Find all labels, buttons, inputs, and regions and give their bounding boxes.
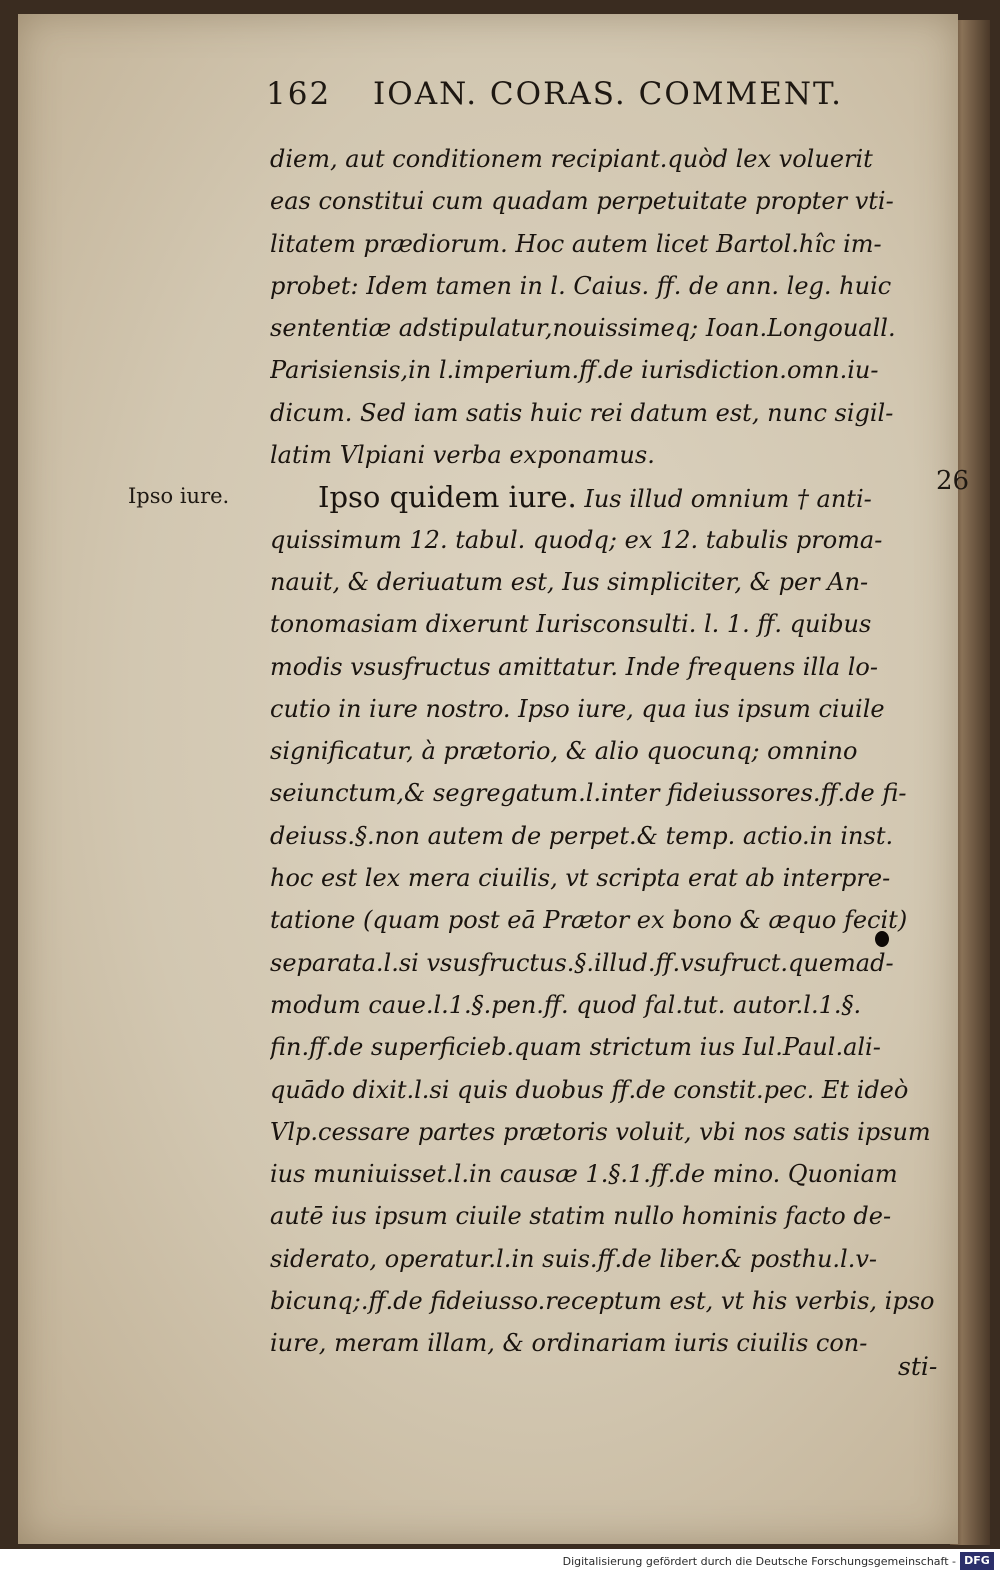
text-line: dicum. Sed iam satis huic rei datum est, nunc sigil- (270, 398, 894, 427)
text-line: bicunq;.ff.de fideiusso.receptum est, vt his verbis, ipso (270, 1287, 935, 1316)
text-line: quissimum 12. tabul. quodq; ex 12. tabulis proma- (270, 525, 883, 554)
text-line: diem, aut conditionem recipiant.quòd lex voluerit (270, 145, 873, 173)
text-line: tatione (quam post eā Prætor ex bono & æquo fecit) (270, 906, 908, 935)
page-number: 162 (266, 76, 332, 112)
book-page (18, 14, 970, 1544)
paragraph-first-line (270, 476, 960, 518)
text-line: tonomasiam dixerunt Iurisconsulti. l. 1. ff. quibus (270, 610, 872, 639)
text-line: deiuss.§.non autem de perpet.& temp. actio.in inst. (270, 821, 894, 850)
margin-note: Ipso iure. (128, 484, 230, 508)
margin-line-number: 26 (936, 466, 970, 496)
text-line: fin.ff.de superficieb.quam strictum ius Iul.Paul.ali- (270, 1033, 881, 1062)
text-line: separata.l.si vsusfructus.§.illud.ff.vsufruct.quemad- (270, 948, 894, 977)
text-line: sententiæ adstipulatur,nouissimeq; Ioan.Longouall. (270, 314, 896, 343)
text-line: iure, meram illam, & ordinariam iuris ciuilis con- (270, 1329, 868, 1358)
text-line: siderato, operatur.l.in suis.ff.de liber.& posthu.l.v- (270, 1244, 878, 1273)
text-line-rest: Ius illud omnium † anti- (576, 485, 872, 514)
running-head-title: IOAN. CORAS. COMMENT. (373, 76, 843, 112)
text-line: cutio in iure nostro. Ipso iure, qua ius ipsum ciuile (270, 694, 885, 723)
text-line: modum caue.l.1.§.pen.ff. quod fal.tut. autor.l.1.§. (270, 990, 862, 1019)
text-line: seiunctum,& segregatum.l.inter fideiussores.ff.de fi- (270, 779, 907, 808)
text-line: quādo dixit.l.si quis duobus ff.de constit.pec. Et ideò (270, 1075, 909, 1104)
text-line: eas constitui cum quadam perpetuitate propter vti- (270, 187, 894, 216)
text-line: hoc est lex mera ciuilis, vt scripta erat ab interpre- (270, 864, 891, 893)
text-line: litatem prædiorum. Hoc autem licet Bartol.hîc im- (270, 229, 882, 258)
text-line: Parisiensis,in l.imperium.ff.de iurisdiction.omn.iu- (270, 356, 879, 385)
lead-phrase: Ipso quidem iure. (318, 480, 577, 515)
footer-bar (0, 1549, 1000, 1577)
body-text (270, 138, 960, 1365)
text-line: latim Vlpiani verba exponamus. (270, 441, 655, 470)
text-line: ius muniuisset.l.in causæ 1.§.1.ff.de mino. Quoniam (270, 1160, 898, 1189)
funding-note: Digitalisierung gefördert durch die Deutsche Forschungsgemeinschaft - (562, 1555, 956, 1568)
text-line: Vlp.cessare partes prætoris voluit, vbi nos satis ipsum (270, 1117, 931, 1146)
running-head (266, 76, 866, 124)
catchword: sti- (898, 1352, 938, 1381)
text-line: autē ius ipsum ciuile statim nullo hominis facto de- (270, 1202, 892, 1231)
text-line: significatur, à prætorio, & alio quocunq; omnino (270, 737, 858, 766)
dfg-logo[interactable]: DFG (960, 1552, 994, 1570)
text-line: nauit, & deriuatum est, Ius simpliciter, & per An- (270, 567, 869, 596)
text-line: modis vsusfructus amittatur. Inde frequens illa lo- (270, 652, 878, 681)
text-line: probet: Idem tamen in l. Caius. ff. de ann. leg. huic (270, 271, 892, 300)
